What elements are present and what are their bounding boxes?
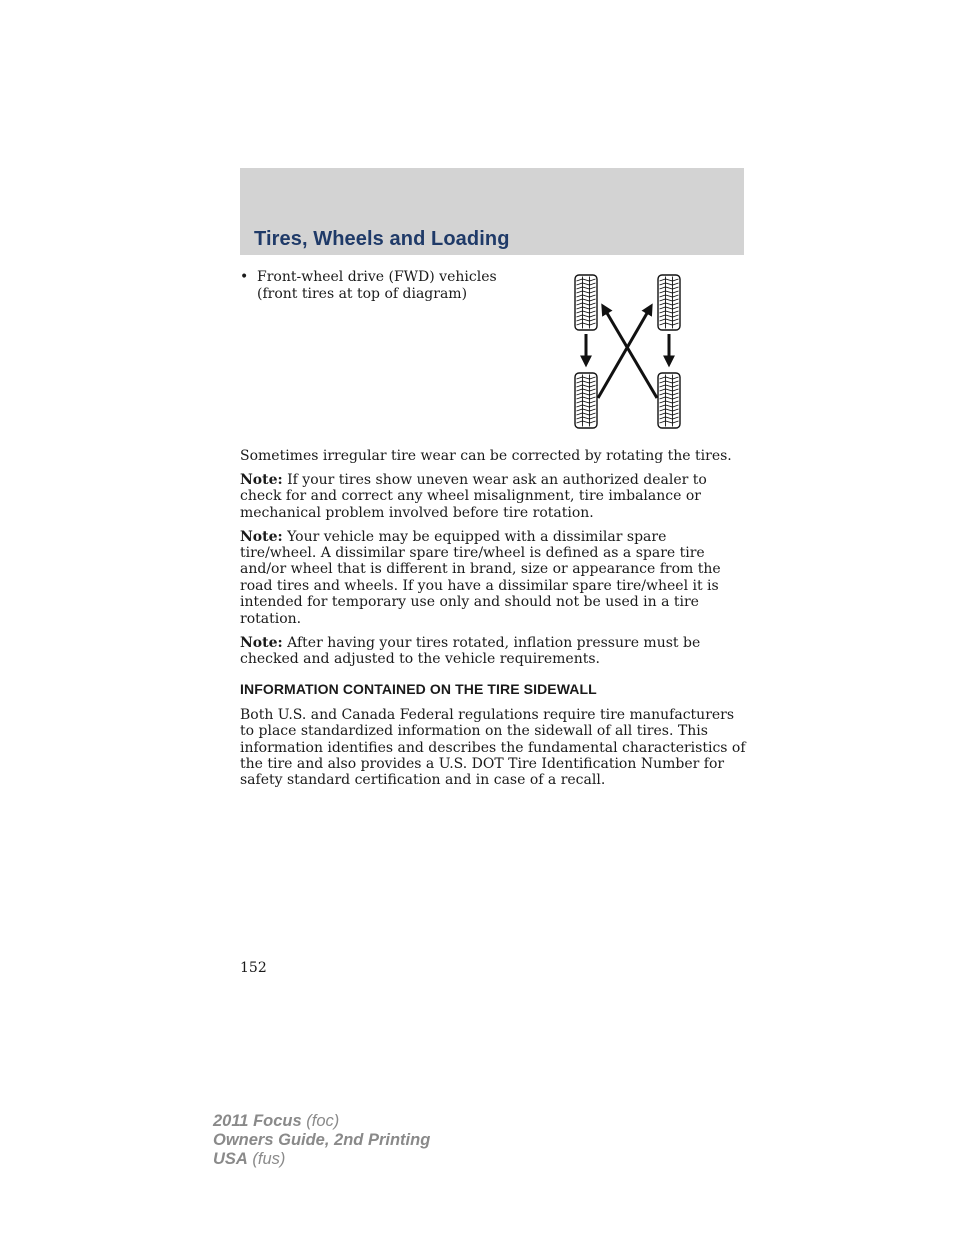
tire-icon xyxy=(658,275,680,330)
note-dissimilar-spare xyxy=(240,529,746,627)
footer-printing: Owners Guide, 2nd Printing xyxy=(213,1131,431,1149)
tire-rotation-diagram xyxy=(560,270,690,432)
note-text: Your vehicle may be equipped with a dissimilar spare tire/wheel. A dissimilar spare tire/wheel is defined as a spare tire and/or wheel that is different in brand, size or appearance from the road tires and wheels. If you have a dissimilar spare tire/wheel it is intended for temporary use only and should not be used in a tire rotation. xyxy=(240,528,721,627)
bullet-item-fwd xyxy=(240,269,510,302)
paragraph-rotation: Sometimes irregular tire wear can be corrected by rotating the tires. xyxy=(240,448,732,464)
note-label: Note: xyxy=(240,471,283,488)
note-uneven-wear xyxy=(240,472,746,521)
note-text: If your tires show uneven wear ask an authorized dealer to check for and correct any wheel misalignment, tire imbalance or mechanical problem involved before tire rotation. xyxy=(240,471,707,521)
arrow-icon xyxy=(604,308,657,398)
footer-line-model xyxy=(213,1112,430,1131)
arrow-icon xyxy=(598,308,650,398)
bullet-line-2: (front tires at top of diagram) xyxy=(257,285,468,302)
paragraph-sidewall: Both U.S. and Canada Federal regulations require tire manufacturers to place standardized information on the sidewall of all tires. This information identifies and describes the fundamental characteristics of the tire and also provides a U.S. DOT Tire Identification Number for safety standard certification and in case of a recall. xyxy=(240,706,746,789)
footer-line-market xyxy=(213,1150,430,1169)
body-text xyxy=(240,448,746,796)
note-label: Note: xyxy=(240,528,283,545)
bullet-line-1: Front-wheel drive (FWD) vehicles xyxy=(257,269,497,285)
tire-icon xyxy=(658,373,680,428)
footer-market: USA xyxy=(213,1150,248,1168)
page-number: 152 xyxy=(240,960,267,976)
bullet-marker: • xyxy=(240,269,249,285)
subheading-sidewall: INFORMATION CONTAINED ON THE TIRE SIDEWALL xyxy=(240,681,597,698)
footer-edition xyxy=(213,1112,430,1169)
section-header-band xyxy=(240,168,744,255)
note-text: After having your tires rotated, inflation pressure must be checked and adjusted to the vehicle requirements. xyxy=(240,634,701,667)
section-title: Tires, Wheels and Loading xyxy=(254,228,510,250)
note-label: Note: xyxy=(240,634,283,651)
note-inflation xyxy=(240,635,746,668)
tire-icon xyxy=(575,275,597,330)
bullet-text xyxy=(257,269,497,302)
tire-icon xyxy=(575,373,597,428)
footer-model-code: (foc) xyxy=(301,1112,340,1130)
footer-market-code: (fus) xyxy=(247,1150,286,1168)
footer-model: 2011 Focus xyxy=(213,1112,302,1130)
